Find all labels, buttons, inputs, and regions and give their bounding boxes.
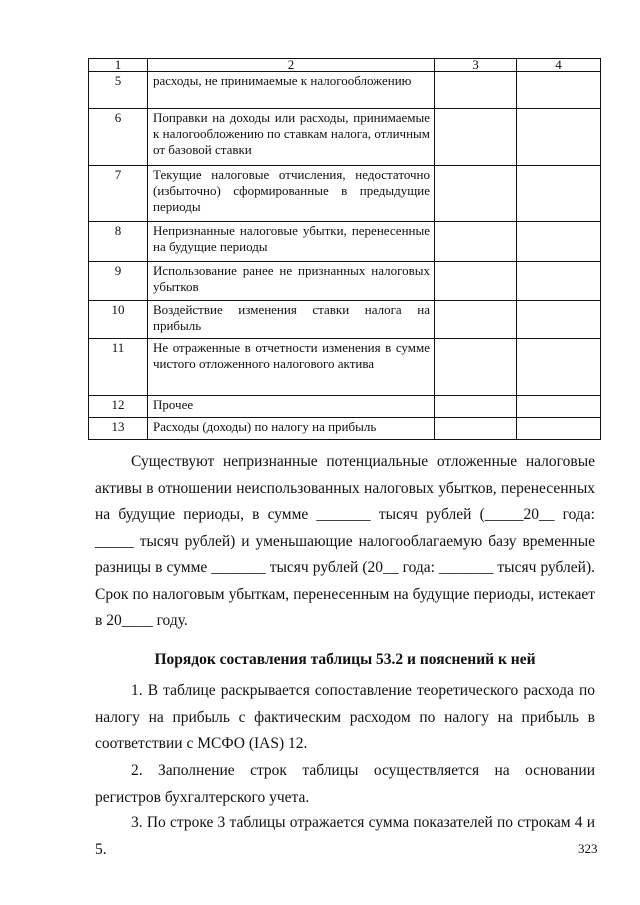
row-number: 6 (89, 109, 148, 166)
value-cell (517, 396, 601, 418)
value-cell (435, 339, 517, 396)
row-number: 8 (89, 222, 148, 262)
section-heading: Порядок составления таблицы 53.2 и пояснений к ней (154, 651, 536, 668)
tax-reconciliation-table (88, 58, 601, 440)
list-item: 2. Заполнение строк таблицы осуществляется на основании регистров бухгалтерского учета. (95, 762, 595, 806)
page-number: 323 (578, 841, 598, 856)
table-header-row (89, 59, 601, 72)
column-header: 1 (89, 59, 148, 72)
row-number: 10 (89, 301, 148, 339)
table-row (89, 301, 601, 339)
row-description: Использование ранее не признанных налоговых убытков (148, 262, 435, 301)
value-cell (435, 396, 517, 418)
table-row (89, 339, 601, 396)
column-header: 2 (148, 59, 435, 72)
table-row (89, 109, 601, 166)
value-cell (517, 222, 601, 262)
value-cell (517, 166, 601, 222)
row-description: Текущие налоговые отчисления, недостаточно (избыточно) сформированные в предыдущие периоды (148, 166, 435, 222)
row-number: 11 (89, 339, 148, 396)
value-cell (435, 109, 517, 166)
value-cell (435, 262, 517, 301)
row-description: Расходы (доходы) по налогу на прибыль (148, 418, 435, 440)
value-cell (435, 222, 517, 262)
table-row (89, 166, 601, 222)
row-description: Воздействие изменения ставки налога на прибыль (148, 301, 435, 339)
column-header: 4 (517, 59, 601, 72)
column-header: 3 (435, 59, 517, 72)
table-row (89, 396, 601, 418)
value-cell (517, 72, 601, 109)
body-paragraph: Существуют непризнанные потенциальные отложенные налоговые активы в отношении неиспользованных налоговых убытков, перенесенных на будущие периоды, в сумме _______ тысяч рублей (_____20__ года: _____ тысяч рублей) и уменьшающие налогооблагаемую базу временные разницы в сумме _______ тысяч рублей (20__ года: _______ тысяч рублей). Срок по налоговым убыткам, перенесенным на будущие периоды, истекает в 20____ году. (95, 453, 595, 629)
row-number: 9 (89, 262, 148, 301)
row-description: Непризнанные налоговые убытки, перенесенные на будущие периоды (148, 222, 435, 262)
value-cell (517, 339, 601, 396)
row-number: 7 (89, 166, 148, 222)
value-cell (517, 262, 601, 301)
row-number: 13 (89, 418, 148, 440)
value-cell (435, 166, 517, 222)
row-description: расходы, не принимаемые к налогообложению (148, 72, 435, 109)
table-row (89, 222, 601, 262)
row-description: Поправки на доходы или расходы, принимаемые к налогообложению по ставкам налога, отличным от базовой ставки (148, 109, 435, 166)
value-cell (517, 109, 601, 166)
value-cell (435, 72, 517, 109)
value-cell (435, 301, 517, 339)
list-item: 1. В таблице раскрывается сопоставление теоретического расхода по налогу на прибыль с фактическим расходом по налогу на прибыль в соответствии с МСФО (IAS) 12. (95, 682, 595, 752)
list-item: 3. По строке 3 таблицы отражается сумма показателей по строкам 4 и 5. (95, 814, 595, 858)
row-number: 5 (89, 72, 148, 109)
row-description: Не отраженные в отчетности изменения в сумме чистого отложенного налогового актива (148, 339, 435, 396)
table-row (89, 72, 601, 109)
row-number: 12 (89, 396, 148, 418)
table-row (89, 418, 601, 440)
value-cell (517, 301, 601, 339)
table-row (89, 262, 601, 301)
row-description: Прочее (148, 396, 435, 418)
value-cell (435, 418, 517, 440)
value-cell (517, 418, 601, 440)
